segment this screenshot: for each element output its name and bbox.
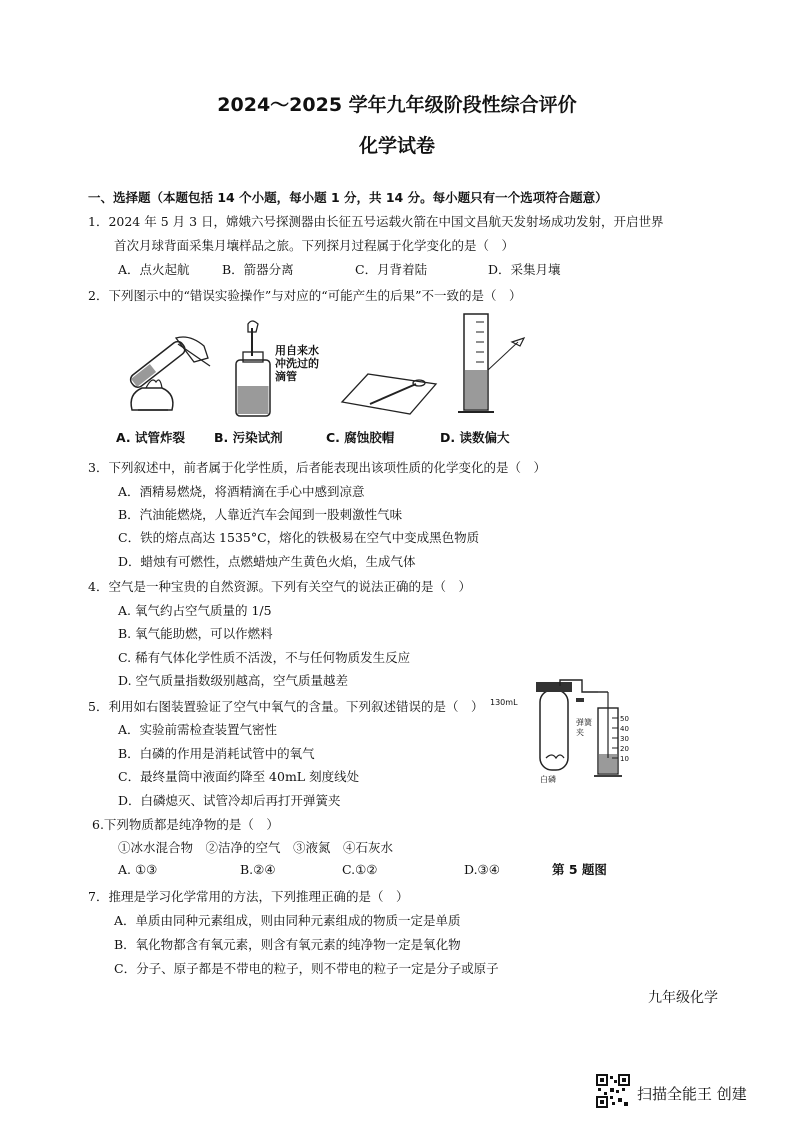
- q5-option-a: A．实验前需检查装置气密性: [118, 722, 278, 737]
- exam-title: 2024～2025 学年九年级阶段性综合评价: [217, 94, 577, 116]
- page-footer-tag: 九年级化学: [648, 990, 718, 1006]
- q5-fig-label-volume: 130mL: [490, 698, 518, 707]
- q6-option-d: D.③④: [464, 862, 500, 877]
- q1-option-a: A．点火起航: [118, 262, 190, 277]
- q2-figure-dropper-bottle: [228, 322, 278, 418]
- q2-dropper-note-line2: 冲洗过的: [275, 357, 319, 370]
- q2-figure-cylinder: [454, 312, 534, 416]
- q3-stem: 3．下列叙述中，前者属于化学性质，后者能表现出该项性质的化学变化的是（ ）: [88, 460, 546, 475]
- q6-option-b: B.②④: [240, 862, 276, 877]
- q5-option-c: C．最终量筒中液面约降至 40mL 刻度线处: [118, 769, 360, 784]
- q2-option-a: A. 试管炸裂: [116, 430, 186, 445]
- q7-option-b: B．氧化物都含有氧元素，则含有氧元素的纯净物一定是氧化物: [114, 937, 461, 952]
- q1-option-c: C．月背着陆: [355, 262, 428, 277]
- q5-fig-tick: 40: [620, 725, 629, 733]
- q1-stem-line2: 首次月球背面采集月壤样品之旅。下列探月过程属于化学变化的是（ ）: [114, 238, 515, 253]
- q7-option-c: C．分子、原子都是不带电的粒子，则不带电的粒子一定是分子或原子: [114, 961, 499, 976]
- q5-fig-label-phosphorus: 白磷: [540, 775, 556, 784]
- q1-option-d: D．采集月壤: [488, 262, 561, 277]
- qr-code-icon: [596, 1074, 630, 1108]
- q3-option-d: D．蜡烛有可燃性，点燃蜡烛产生黄色火焰，生成气体: [118, 554, 416, 569]
- scanner-watermark: 扫描全能王 创建: [637, 1085, 747, 1103]
- q1-stem-line1: 1．2024 年 5 月 3 日，嫦娥六号探测器由长征五号运载火箭在中国文昌航天发射场成功发射，开启世界: [88, 214, 664, 229]
- q5-stem: 5．利用如右图装置验证了空气中氧气的含量。下列叙述错误的是（ ）: [88, 699, 484, 714]
- q5-fig-label-clamp-line1: 弹簧: [576, 718, 592, 727]
- q4-stem: 4．空气是一种宝贵的自然资源。下列有关空气的说法正确的是（ ）: [88, 579, 471, 594]
- q4-option-c: C. 稀有气体化学性质不活泼，不与任何物质发生反应: [118, 650, 411, 665]
- q4-option-b: B. 氧气能助燃，可以作燃料: [118, 626, 273, 641]
- q2-figure-dropper-on-table: [340, 370, 440, 420]
- q2-dropper-note-line1: 用自来水: [275, 344, 319, 357]
- q2-figure-heating-tube: [118, 318, 218, 418]
- q5-fig-tick: 30: [620, 735, 629, 743]
- q4-option-d: D. 空气质量指数级别越高，空气质量越差: [118, 673, 349, 688]
- q4-option-a: A. 氧气约占空气质量的 1/5: [118, 603, 272, 618]
- q7-option-a: A．单质由同种元素组成，则由同种元素组成的物质一定是单质: [114, 913, 461, 928]
- q1-option-b: B．箭器分离: [222, 262, 294, 277]
- q5-fig-label-clamp-line2: 夹: [576, 728, 584, 737]
- q2-stem: 2．下列图示中的“错误实验操作”与对应的“可能产生的后果”不一致的是（ ）: [88, 288, 522, 303]
- q5-option-d: D．白磷熄灭、试管冷却后再打开弹簧夹: [118, 793, 341, 808]
- q2-option-d: D. 读数偏大: [440, 430, 510, 445]
- q6-option-c: C.①②: [342, 862, 378, 877]
- q2-dropper-note-line3: 滴管: [275, 370, 297, 383]
- q6-items: ①冰水混合物 ②洁净的空气 ③液氮 ④石灰水: [118, 840, 394, 855]
- q5-figure-caption: 第 5 题图: [552, 862, 607, 877]
- q3-option-a: A．酒精易燃烧，将酒精滴在手心中感到凉意: [118, 484, 365, 499]
- q7-stem: 7．推理是学习化学常用的方法，下列推理正确的是（ ）: [88, 889, 409, 904]
- q3-option-b: B．汽油能燃烧，人靠近汽车会闻到一股刺激性气味: [118, 507, 403, 522]
- q2-option-b: B. 污染试剂: [214, 430, 283, 445]
- q3-option-c: C．铁的熔点高达 1535°C，熔化的铁极易在空气中变成黑色物质: [118, 530, 480, 545]
- exam-subtitle: 化学试卷: [358, 135, 435, 157]
- q5-option-b: B．白磷的作用是消耗试管中的氧气: [118, 746, 315, 761]
- q5-fig-tick: 50: [620, 715, 629, 723]
- q6-stem: 6.下列物质都是纯净物的是（ ）: [92, 817, 279, 832]
- q6-option-a: A. ①③: [118, 862, 158, 877]
- section-heading: 一、选择题（本题包括 14 个小题，每小题 1 分，共 14 分。每小题只有一个选项符合题意）: [88, 190, 608, 205]
- q5-fig-tick: 10: [620, 755, 629, 763]
- q2-option-c: C. 腐蚀胶帽: [326, 430, 395, 445]
- q5-fig-tick: 20: [620, 745, 629, 753]
